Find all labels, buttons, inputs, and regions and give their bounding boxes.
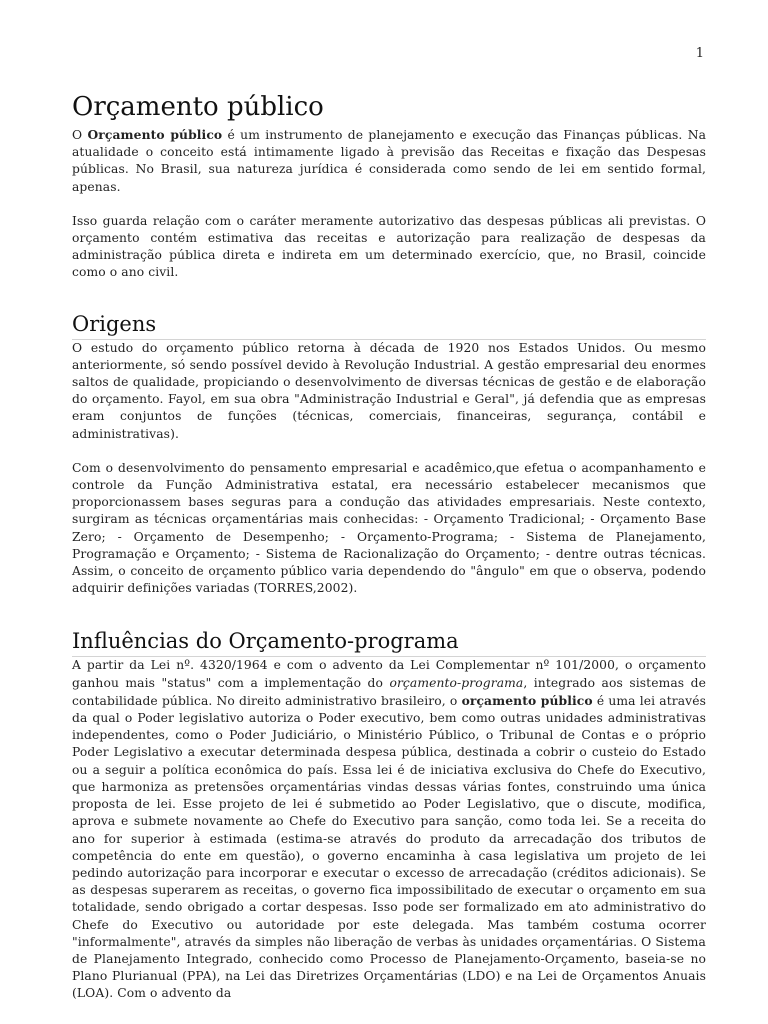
paragraph: O estudo do orçamento público retorna à década de 1920 nos Estados Unidos. Ou mesmo anteriormente, só sendo possível devido à Revolução Industrial. A gestão empresarial deu enormes saltos de qualidade, propiciando o desenvolvimento de diversas técnicas de gestão e de elaboração do orçamento. Fayol, em sua obra "Administração Industrial e Geral", já defendia que as empresas eram conjuntos de funções (técnicas, comerciais, financeiras, segurança, contábil e administrativas).	[72, 340, 706, 441]
text-run: A partir da Lei nº. 4320/1964 e com o advento da Lei Complementar nº 101/2000, o orçamento ganhou mais "status" com a implementação do	[72, 658, 706, 690]
section-orcamento-publico	[72, 90, 706, 282]
section-title: Orçamento público	[72, 92, 324, 122]
paragraph: Isso guarda relação com o caráter meramente autorizativo das despesas públicas ali previstas. O orçamento contém estimativa das receitas e autorização para realização de despesas da administração pública direta e indireta em um determinado exercício, que, no Brasil, coincide como o ano civil.	[72, 213, 706, 280]
section-title: Origens	[72, 310, 706, 340]
paragraph	[72, 657, 706, 1002]
bold-term: Orçamento público	[87, 127, 223, 142]
section-origens	[72, 310, 706, 598]
text-run: O	[72, 128, 88, 142]
page-number: 1	[695, 46, 704, 61]
section-title: Influências do Orçamento-programa	[72, 627, 706, 657]
paragraph	[72, 126, 706, 196]
section-influencias	[72, 627, 706, 1002]
text-run: é uma lei através da qual o Poder legislativo autoriza o Poder executivo, bem como outras unidades administrativas independentes, como o Poder Judiciário, o Ministério Público, o Tribunal de Contas e o próprio Poder Legislativo a executar determinada despesa pública, destinada a cobrir o custeio do Estado ou a seguir a política econômica do país. Essa lei é de iniciativa exclusiva do Chefe do Executivo, que harmoniza as pretensões orçamentárias vindas dessas várias fontes, construindo uma única proposta de lei. Esse projeto de lei é submetido ao Poder Legislativo, que o discute, modifica, aprova e submete novamente ao Chefe do Executivo para sanção, como toda lei. Se a receita do ano for superior à estimada (estima-se através do produto da arrecadação dos tributos de competência do ente em questão), o governo encaminha à casa legislativa um projeto de lei pedindo autorização para incorporar e executar o excesso de arrecadação (créditos adicionais). Se as despesas superarem as receitas, o governo fica impossibilitado de executar o orçamento em sua totalidade, sendo obrigado a cortar despesas. Isso pode ser formalizado em ato administrativo do Chefe do Executivo ou autoridade por este delegada. Mas também costuma ocorrer "informalmente", através da simples não liberação de verbas às unidades orçamentárias. O Sistema de Planejamento Integrado, conhecido como Processo de Planejamento-Orçamento, baseia-se no Plano Plurianual (PPA), na Lei das Diretrizes Orçamentárias (LDO) e na Lei de Orçamentos Anuais (LOA). Com o advento da	[72, 693, 706, 1001]
bold-term: orçamento público	[461, 692, 593, 708]
text-run: , integrado aos sistemas de contabilidade pública. No direito administrativo brasileiro, o	[72, 675, 706, 708]
paragraph: Com o desenvolvimento do pensamento empresarial e acadêmico,que efetua o acompanhamento e controle da Função Administrativa estatal, era necessário estabelecer mecanismos que proporcionassem bases seguras para a condução das atividades empresariais. Neste contexto, surgiram as técnicas orçamentárias mais conhecidas: - Orçamento Tradicional; - Orçamento Base Zero; - Orçamento de Desempenho; - Orçamento-Programa; - Sistema de Planejamento, Programação e Orçamento; - Sistema de Racionalização do Orçamento; - dentre outras técnicas. Assim, o conceito de orçamento público varia dependendo do "ângulo" em que o observa, podendo adquirir definições variadas (TORRES,2002).	[72, 460, 706, 596]
document-content	[72, 90, 706, 1003]
italic-term: orçamento-programa	[389, 675, 524, 690]
text-run: é um instrumento de planejamento e execução das Finanças públicas. Na atualidade o conceito está intimamente ligado à previsão das Receitas e fixação das Despesas públicas. No Brasil, sua natureza jurídica é considerada como sendo de lei em sentido formal, apenas.	[72, 128, 707, 194]
